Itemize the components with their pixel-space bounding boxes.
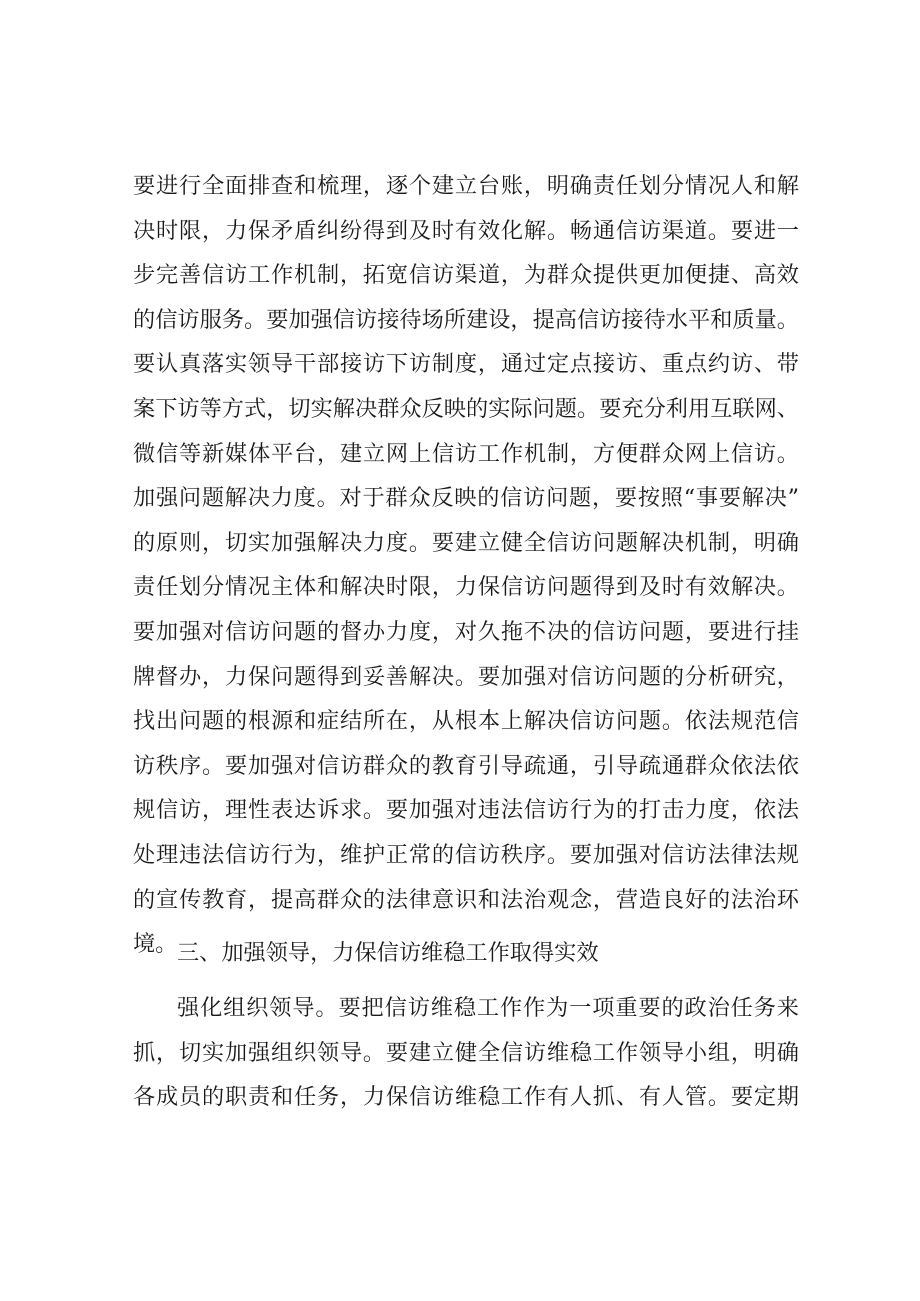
text-line: 处理违法信访行为，维护正常的信访秩序。要加强对信访法律法规 bbox=[133, 841, 799, 868]
text-line: 牌督办，力保问题得到妥善解决。要加强对信访问题的分析研究， bbox=[133, 663, 799, 690]
text-line: 要认真落实领导干部接访下访制度，通过定点接访、重点约访、带 bbox=[133, 351, 799, 378]
text-line: 访秩序。要加强对信访群众的教育引导疏通，引导疏通群众依法依 bbox=[133, 752, 799, 779]
text-line: 规信访，理性表达诉求。要加强对违法信访行为的打击力度，依法 bbox=[133, 797, 799, 824]
paragraph-2 bbox=[133, 986, 799, 1120]
text-line: 微信等新媒体平台，建立网上信访工作机制，方便群众网上信访。 bbox=[133, 440, 799, 467]
text-line: 责任划分情况主体和解决时限，力保信访问题得到及时有效解决。 bbox=[133, 574, 799, 601]
text-line: 各成员的职责和任务，力保信访维稳工作有人抓、有人管。要定期 bbox=[133, 1084, 799, 1111]
text-line: 决时限，力保矛盾纠纷得到及时有效化解。畅通信访渠道。要进一 bbox=[133, 217, 799, 244]
section-heading: 三、加强领导，力保信访维稳工作取得实效 bbox=[177, 940, 599, 966]
text-line: 境。 bbox=[133, 931, 178, 958]
text-line: 强化组织领导。要把信访维稳工作作为一项重要的政治任务来 bbox=[177, 995, 799, 1021]
text-line: 要进行全面排查和梳理，逐个建立台账，明确责任划分情况人和解 bbox=[133, 173, 799, 199]
text-line: 找出问题的根源和症结所在，从根本上解决信访问题。依法规范信 bbox=[133, 708, 799, 735]
text-line: 的信访服务。要加强信访接待场所建设，提高信访接待水平和质量。 bbox=[133, 306, 799, 333]
text-line: 要加强对信访问题的督办力度，对久拖不决的信访问题，要进行挂 bbox=[133, 618, 799, 645]
text-line: 加强问题解决力度。对于群众反映的信访问题，要按照“事要解决” bbox=[133, 485, 799, 512]
text-line: 抓，切实加强组织领导。要建立健全信访维稳工作领导小组，明确 bbox=[133, 1039, 799, 1066]
text-line: 案下访等方式，切实解决群众反映的实际问题。要充分利用互联网、 bbox=[133, 395, 799, 422]
text-line: 步完善信访工作机制，拓宽信访渠道，为群众提供更加便捷、高效 bbox=[133, 262, 799, 289]
paragraph-1 bbox=[133, 164, 799, 967]
text-line: 的宣传教育，提高群众的法律意识和法治观念，营造良好的法治环 bbox=[133, 886, 799, 913]
text-line: 的原则，切实加强解决力度。要建立健全信访问题解决机制，明确 bbox=[133, 529, 799, 556]
